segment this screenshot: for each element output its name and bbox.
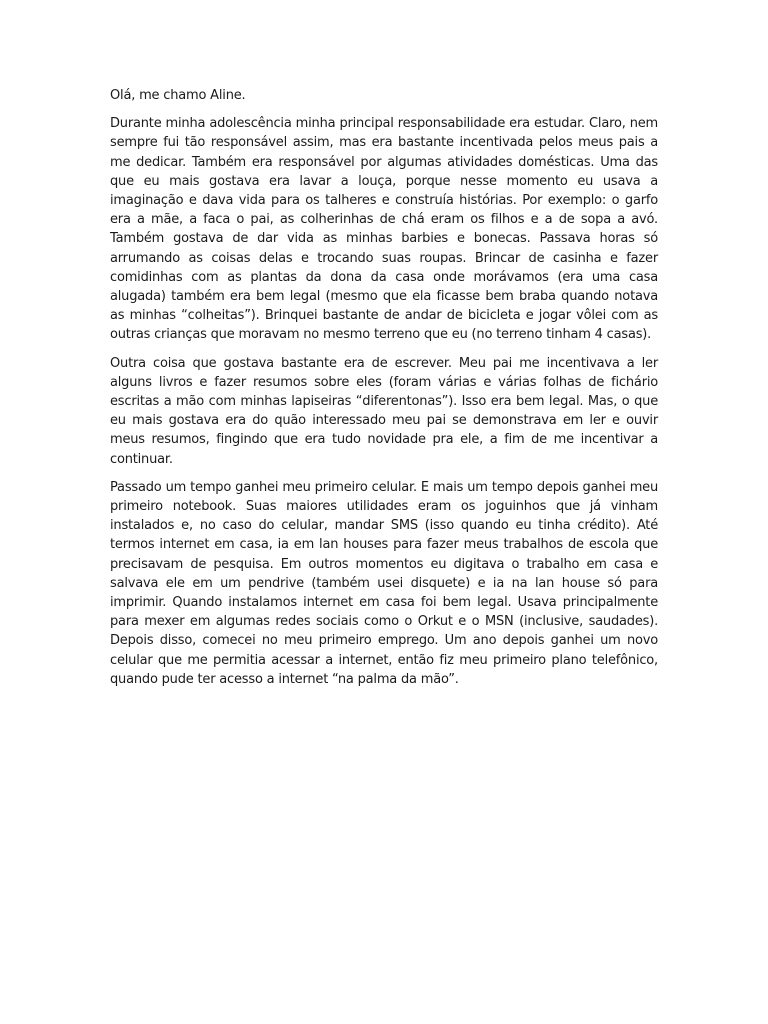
greeting-line: Olá, me chamo Aline. — [110, 88, 246, 103]
document-page — [110, 86, 658, 698]
paragraph-technology: Passado um tempo ganhei meu primeiro celular. E mais um tempo depois ganhei meu primeiro notebook. Suas maiores utilidades eram os joguinhos que já vinham instalados e, no caso do celular, mandar SMS (isso quando eu tinha crédito). Até termos internet em casa, ia em lan houses para fazer meus trabalhos de escola que precisavam de pesquisa. Em outros momentos eu digitava o trabalho em casa e salvava ele em um pendrive (também usei disquete) e ia na lan house só para imprimir. Quando instalamos internet em casa foi bem legal. Usava principalmente para mexer em algumas redes sociais como o Orkut e o MSN (inclusive, saudades). Depois disso, comecei no meu primeiro emprego. Um ano depois ganhei um novo celular que me permitia acessar a internet, então fiz meu primeiro plano telefônico, quando pude ter acesso a internet “na palma da mão”. — [110, 479, 658, 687]
paragraph-writing: Outra coisa que gostava bastante era de escrever. Meu pai me incentivava a ler alguns livros e fazer resumos sobre eles (foram várias e várias folhas de fichário escritas a mão com minhas lapiseiras “diferentonas”). Isso era bem legal. Mas, o que eu mais gostava era do quão interessado meu pai se demonstrava em ler e ouvir meus resumos, fingindo que era tudo novidade pra ele, a fim de me incentivar a continuar. — [110, 355, 658, 467]
paragraph-adolescence: Durante minha adolescência minha principal responsabilidade era estudar. Claro, nem sempre fui tão responsável assim, mas era bastante incentivada pelos meus pais a me dedicar. Também era responsável por algumas atividades domésticas. Uma das que eu mais gostava era lavar a louça, porque nesse momento eu usava a imaginação e dava vida para os talheres e construía histórias. Por exemplo: o garfo era a mãe, a faca o pai, as colherinhas de chá eram os filhos e a de sopa a avó. Também gostava de dar vida as minhas barbies e bonecas. Passava horas só arrumando as coisas delas e trocando suas roupas. Brincar de casinha e fazer comidinhas com as plantas da dona da casa onde morávamos (era uma casa alugada) também era bem legal (mesmo que ela ficasse bem braba quando notava as minhas “colheitas”). Brinquei bastante de andar de bicicleta e jogar vôlei com as outras crianças que moravam no mesmo terreno que eu (no terreno tinham 4 casas). — [110, 116, 658, 343]
